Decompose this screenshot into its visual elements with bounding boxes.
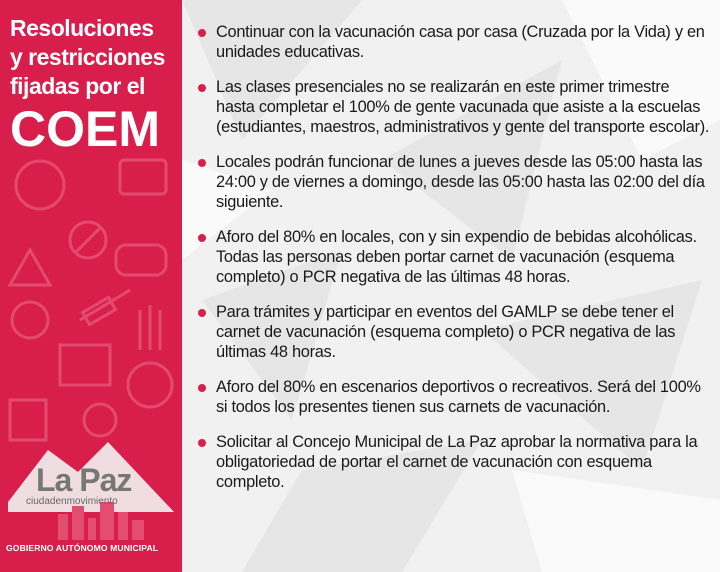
list-item (194, 77, 712, 137)
item-text: Solicitar al Concejo Municipal de La Paz aprobar la normativa para la obligatoriedad de portar el carnet de vacunación con esquema completo. (216, 433, 698, 491)
door-icon (10, 400, 46, 440)
car-icon (116, 245, 166, 275)
bullet-icon (198, 309, 206, 317)
item-text: Aforo del 80% en escenarios deportivos o recreativos. Será del 100% si todos los presentes tienen sus carnets de vacunación. (216, 378, 701, 416)
logo-subtitle: ciudadenmovimiento (26, 496, 118, 507)
bullet-icon (198, 384, 206, 392)
item-text: Continuar con la vacunación casa por casa (Cruzada por la Vida) y en unidades educativas. (216, 23, 705, 61)
list-item (194, 377, 712, 417)
bullet-icon (198, 84, 206, 92)
page-title (10, 14, 178, 157)
sidebar (0, 0, 182, 572)
building-icon (60, 345, 110, 385)
logo-text: La Paz (36, 462, 132, 498)
mask-icon (120, 160, 166, 194)
virus-icon (16, 161, 64, 209)
bullet-icon (198, 29, 206, 37)
item-text: Para trámites y participar en eventos del GAMLP se debe tener el carnet de vacunación (esquema completo) o PCR negativa de las últimas 48 horas. (216, 303, 676, 361)
list-item (194, 152, 712, 212)
virus-icon-2 (128, 363, 172, 407)
la-paz-logo (8, 442, 174, 542)
title-line-3: fijadas por el (10, 73, 145, 99)
bullet-icon (198, 234, 206, 242)
content-panel (182, 0, 720, 572)
alert-icon (10, 250, 50, 285)
list-item (194, 432, 712, 492)
title-coem: COEM (10, 101, 160, 157)
bullet-icon (198, 159, 206, 167)
item-text: Locales podrán funcionar de lunes a jueves desde las 05:00 hasta las 24:00 y de viernes a domingo, desde las 05:00 hasta las 02:00 del día siguiente. (216, 153, 705, 211)
title-line-2: y restricciones (10, 44, 165, 70)
item-text: Las clases presenciales no se realizarán en este primer trimestre hasta completar el 100% de gente vacunada que asiste a la escuelas (estudiantes, maestros, administrativos y gente del transporte escolar). (216, 78, 710, 136)
resolutions-list (194, 22, 712, 507)
list-item (194, 22, 712, 62)
bulb-icon (84, 404, 116, 436)
title-line-1: Resoluciones (10, 15, 154, 41)
bullet-icon (198, 439, 206, 447)
item-text: Aforo del 80% en locales, con y sin expendio de bebidas alcohólicas. Todas las personas deben portar carnet de vacunación (esquema completo) o PCR negativa de las últimas 48 horas. (216, 228, 697, 286)
list-item (194, 227, 712, 287)
government-label: GOBIERNO AUTÓNOMO MUNICIPAL (6, 543, 159, 553)
list-item (194, 302, 712, 362)
hand-icon (12, 302, 48, 338)
hand-icon-2 (140, 305, 160, 350)
